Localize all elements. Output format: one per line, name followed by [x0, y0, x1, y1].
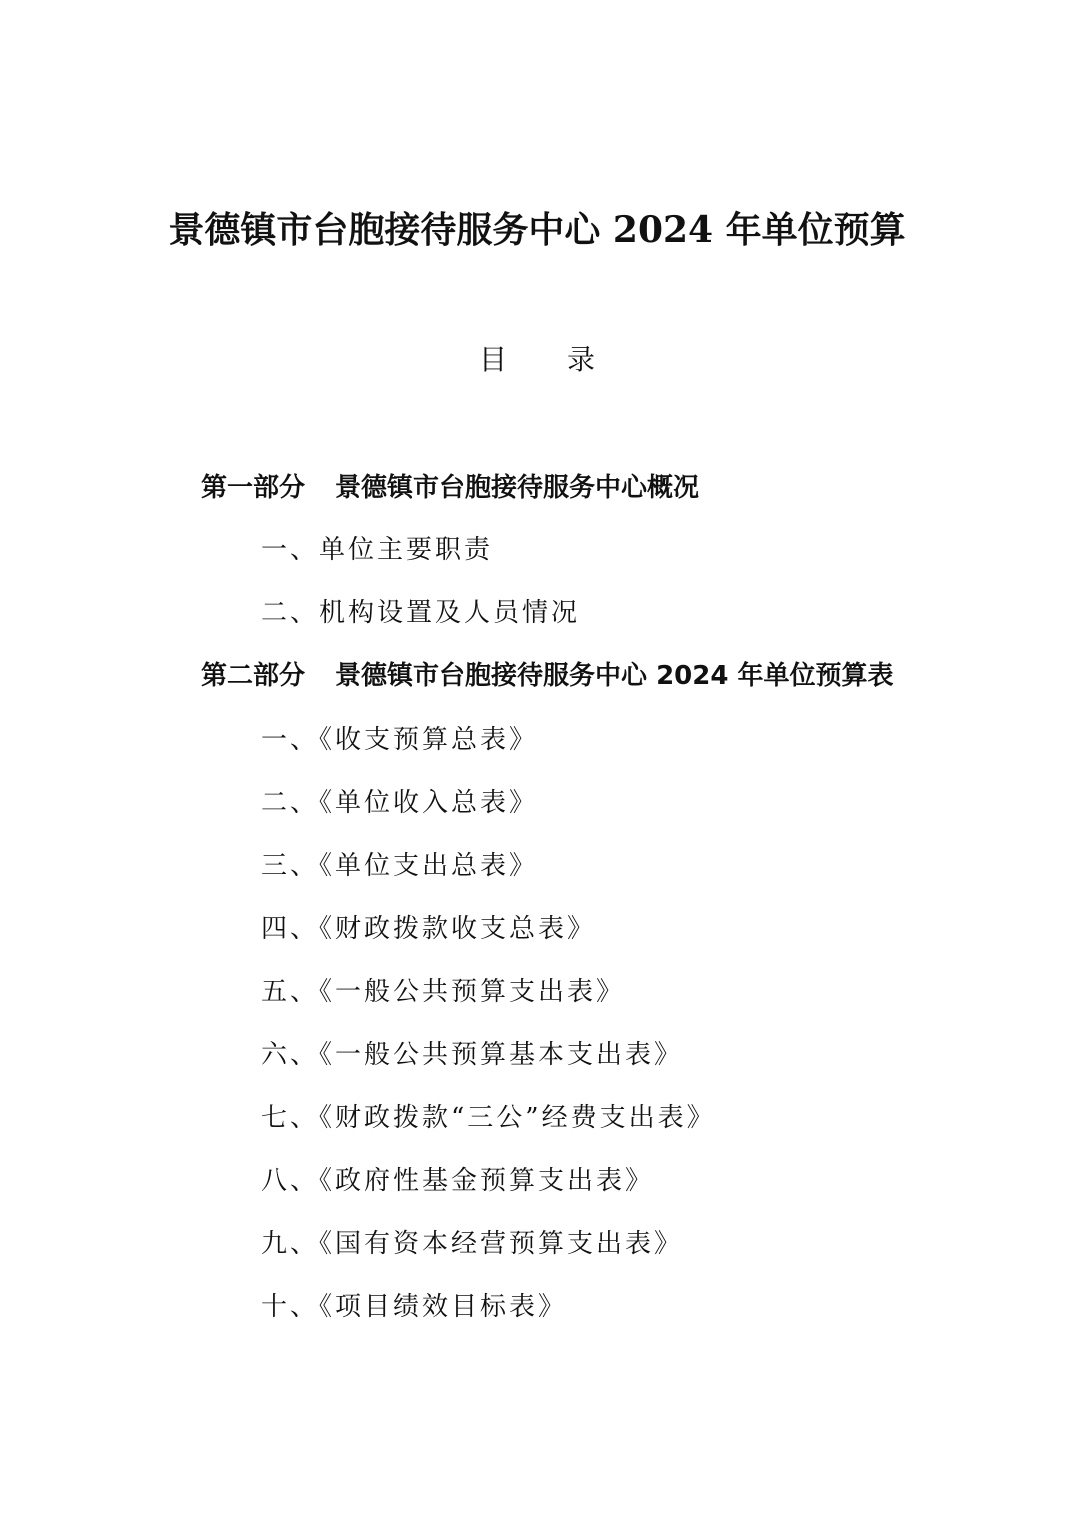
toc-item[interactable]: 六、《一般公共预算基本支出表》: [261, 1040, 684, 1070]
toc-item[interactable]: 一、《收支预算总表》: [261, 725, 539, 755]
toc-part-2-title: 景德镇市台胞接待服务中心 2024 年单位预算表: [335, 661, 894, 691]
document-title: 景德镇市台胞接待服务中心 2024 年单位预算: [168, 209, 906, 251]
toc-heading: 目录: [478, 343, 655, 376]
toc-part-1-title: 景德镇市台胞接待服务中心概况: [335, 473, 700, 503]
toc-item[interactable]: 十、《项目绩效目标表》: [261, 1292, 568, 1322]
toc-part-2-label: 第二部分: [201, 661, 306, 691]
toc-part-1[interactable]: [201, 468, 699, 508]
toc-part-1-label: 第一部分: [201, 473, 306, 503]
toc-item[interactable]: 四、《财政拨款收支总表》: [261, 914, 597, 944]
toc-item[interactable]: 八、《政府性基金预算支出表》: [261, 1166, 655, 1196]
toc-item[interactable]: 九、《国有资本经营预算支出表》: [261, 1229, 684, 1259]
toc-part-2[interactable]: [201, 656, 893, 696]
toc-item[interactable]: 三、《单位支出总表》: [261, 851, 539, 881]
toc-item[interactable]: 二、机构设置及人员情况: [261, 598, 581, 628]
toc-item[interactable]: 二、《单位收入总表》: [261, 788, 539, 818]
toc-item[interactable]: 一、单位主要职责: [261, 535, 494, 565]
toc-item[interactable]: 七、《财政拨款“三公”经费支出表》: [261, 1103, 716, 1133]
toc-item[interactable]: 五、《一般公共预算支出表》: [261, 977, 626, 1007]
